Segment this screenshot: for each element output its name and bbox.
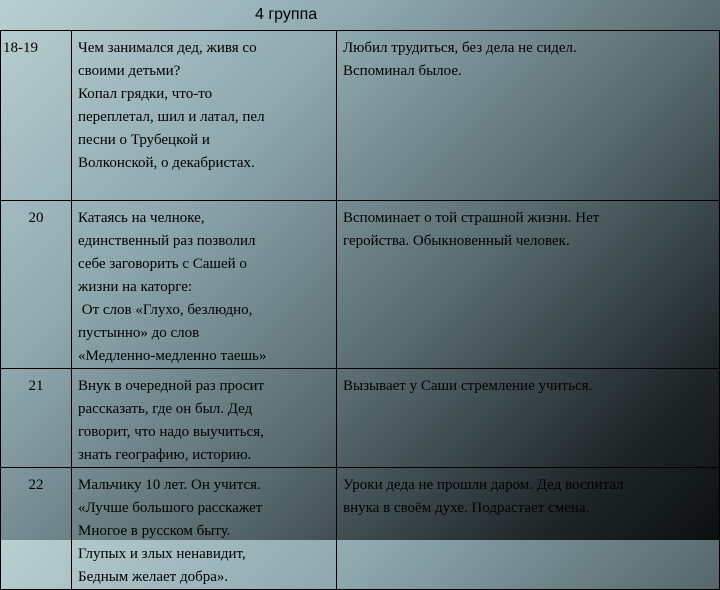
description-line: Вызывает у Саши стремление учиться. <box>343 378 593 394</box>
description-line: Уроки деда не прошли даром. Дед воспитал <box>343 477 624 493</box>
action-line: Копал грядки, что-то <box>78 86 213 102</box>
table-row <box>1 369 720 468</box>
action-line: Катаясь на челноке, <box>78 210 205 226</box>
action-line: себе заговорить с Сашей о <box>78 256 247 272</box>
action-line: «Медленно-медленно таешь» <box>78 348 267 364</box>
action-line: Волконской, о декабристах. <box>78 155 255 171</box>
action-line: Глупых и злых ненавидит, <box>78 546 246 562</box>
description-line: Любил трудиться, без дела не сидел. <box>343 40 577 56</box>
action-line: Бедным желает добра». <box>78 569 229 585</box>
description-cell <box>337 31 720 201</box>
action-cell <box>72 31 337 201</box>
description-cell <box>337 468 720 590</box>
action-line: От слов «Глухо, безлюдно, <box>78 302 253 318</box>
action-line: песни о Трубецкой и <box>78 132 210 148</box>
description-cell <box>337 369 720 468</box>
content-table <box>0 30 720 590</box>
action-line: Чем занимался дед, живя со <box>78 40 257 56</box>
action-line: Многое в русском быту. <box>78 523 231 539</box>
action-line: говорит, что надо выучиться, <box>78 424 264 440</box>
description-line: геройства. Обыкновенный человек. <box>343 233 570 249</box>
description-cell <box>337 201 720 369</box>
action-line: Мальчику 10 лет. Он учится. <box>78 477 261 493</box>
action-cell <box>72 201 337 369</box>
action-line: жизни на каторге: <box>78 279 193 295</box>
table-row <box>1 201 720 369</box>
description-line: Вспоминал былое. <box>343 63 462 79</box>
row-number: 20 <box>1 201 72 369</box>
action-line: знать географию, историю. <box>78 447 252 463</box>
action-line: переплетал, шил и латал, пел <box>78 109 265 125</box>
slide-title: 4 группа <box>255 6 318 23</box>
description-line: внука в своём духе. Подрастает смена. <box>343 500 590 516</box>
action-line: «Лучше большого расскажет <box>78 500 263 516</box>
action-cell <box>72 369 337 468</box>
action-line: своими детьми? <box>78 63 181 79</box>
table-row <box>1 468 720 590</box>
action-line: единственный раз позволил <box>78 233 256 249</box>
row-number: 22 <box>1 468 72 590</box>
description-line: Вспоминает о той страшной жизни. Нет <box>343 210 600 226</box>
action-line: рассказать, где он был. Дед <box>78 401 253 417</box>
row-number: 21 <box>1 369 72 468</box>
table-row <box>1 31 720 201</box>
action-cell <box>72 468 337 590</box>
action-line: пустынно» до слов <box>78 325 200 341</box>
row-number: 18-19 <box>1 31 72 201</box>
action-line: Внук в очередной раз просит <box>78 378 265 394</box>
